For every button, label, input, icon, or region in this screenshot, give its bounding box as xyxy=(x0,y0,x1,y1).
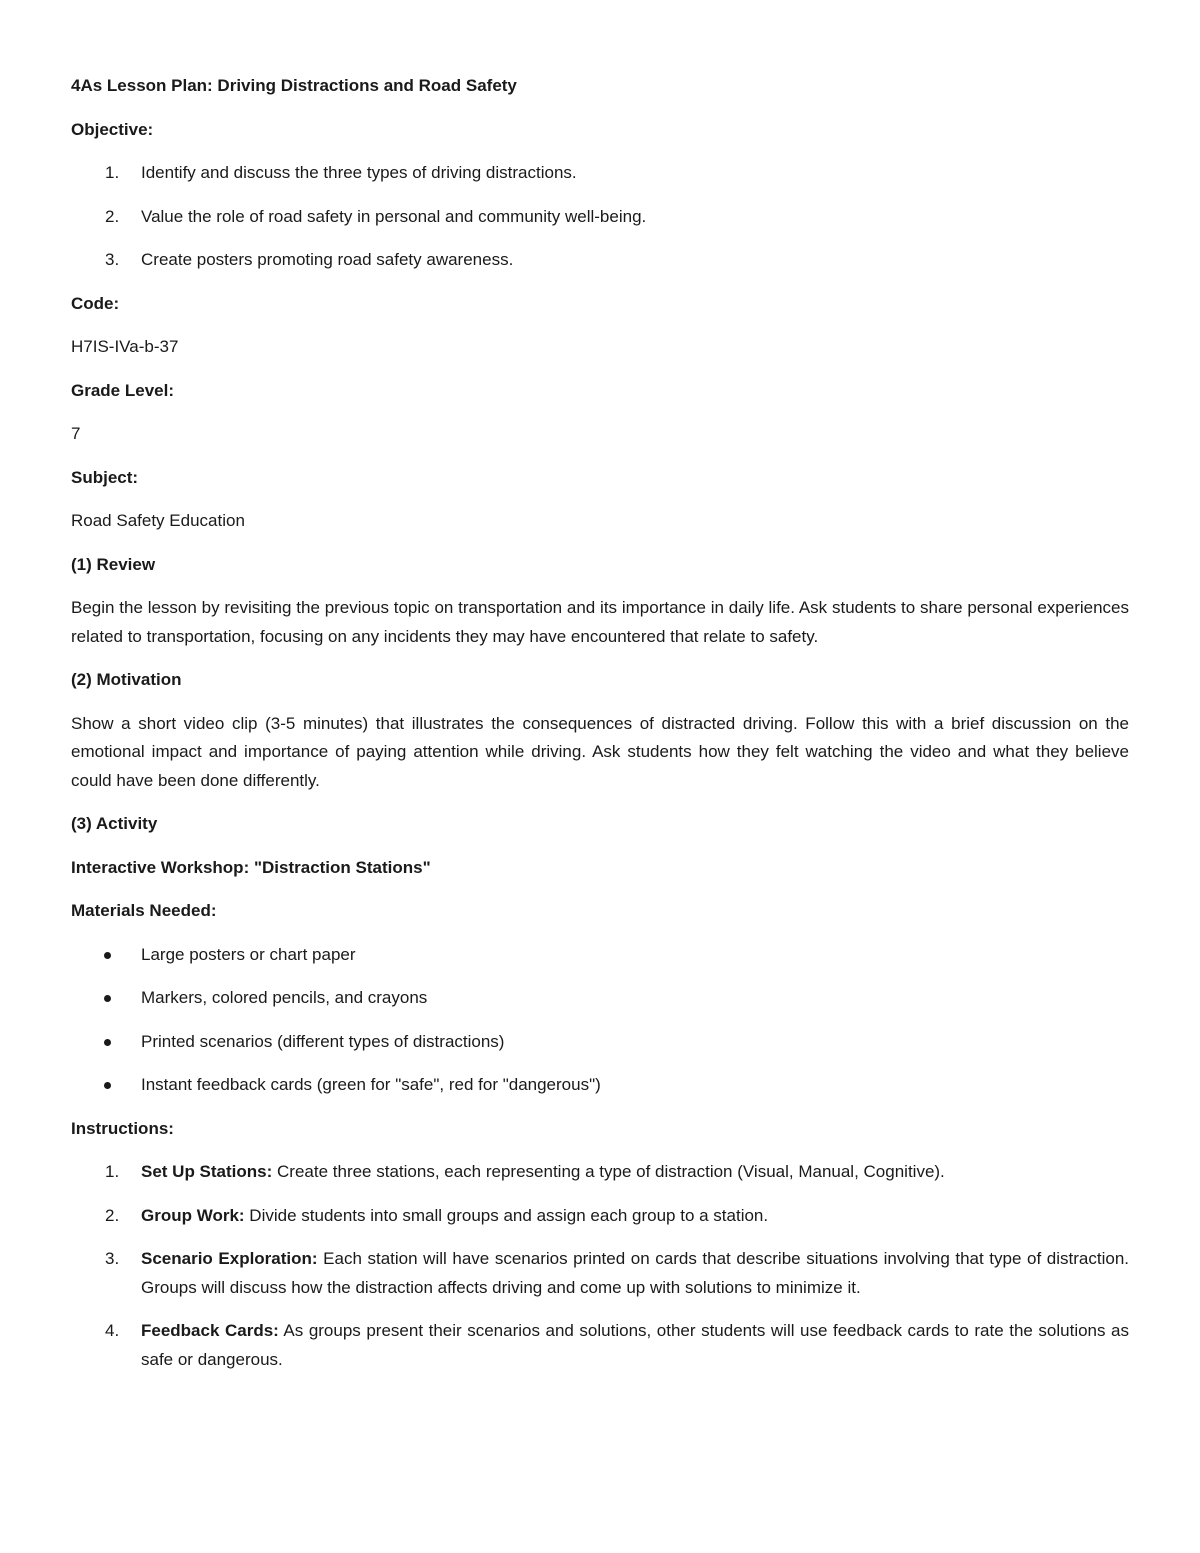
objective-text: Value the role of road safety in personal and community well-being. xyxy=(141,206,647,226)
code-value: H7IS-IVa-b-37 xyxy=(71,337,179,356)
instructions-list xyxy=(71,1158,1129,1374)
subject-value: Road Safety Education xyxy=(71,511,245,530)
motivation-heading: (2) Motivation xyxy=(71,670,182,689)
material-text: Markers, colored pencils, and crayons xyxy=(141,988,428,1007)
instruction-lead: Scenario Exploration: xyxy=(141,1249,318,1268)
objective-item xyxy=(71,159,1129,188)
objective-list xyxy=(71,159,1129,275)
activity-heading: (3) Activity xyxy=(71,814,158,833)
grade-heading: Grade Level: xyxy=(71,380,174,400)
review-heading: (1) Review xyxy=(71,554,156,574)
materials-heading: Materials Needed: xyxy=(71,901,217,920)
instruction-text: Divide students into small groups and assign each group to a station. xyxy=(244,1205,769,1225)
objective-heading: Objective: xyxy=(71,119,154,139)
instruction-text: As groups present their scenarios and solutions, other students will use feedback cards to rate the solutions as safe or dangerous. xyxy=(141,1321,1130,1369)
material-text: Printed scenarios (different types of distractions) xyxy=(141,1031,505,1051)
list-item xyxy=(71,1071,1129,1100)
instruction-item xyxy=(71,1158,1129,1187)
instruction-text: Each station will have scenarios printed on cards that describe situations involving that type of distraction. Groups will discuss how the distraction affects driving and come up with solutions to minimize it. xyxy=(141,1249,1129,1297)
objective-text: Create posters promoting road safety awareness. xyxy=(141,250,514,269)
objective-item xyxy=(71,203,1129,232)
list-item xyxy=(71,1028,1129,1057)
subject-heading: Subject: xyxy=(71,467,139,487)
list-number: 3. xyxy=(105,250,120,269)
list-number: 2. xyxy=(105,1205,120,1225)
list-item xyxy=(71,984,1129,1013)
instruction-item xyxy=(71,1202,1129,1231)
motivation-paragraph: Show a short video clip (3-5 minutes) that illustrates the consequences of distracted driving. Follow this with a brief discussion on the emotional impact and importance of paying attention while driving. Ask students how they felt watching the video and what they believe could have been done differently. xyxy=(71,713,1129,790)
bullet-icon xyxy=(104,1039,111,1046)
material-text: Large posters or chart paper xyxy=(141,944,356,964)
document-title: 4As Lesson Plan: Driving Distractions and Road Safety xyxy=(71,76,517,95)
instructions-heading: Instructions: xyxy=(71,1118,174,1138)
material-text: Instant feedback cards (green for "safe", red for "dangerous") xyxy=(141,1075,601,1094)
bullet-icon xyxy=(104,995,111,1002)
instruction-lead: Set Up Stations: xyxy=(141,1162,273,1181)
list-number: 2. xyxy=(105,206,120,226)
code-heading: Code: xyxy=(71,293,120,313)
objective-item xyxy=(71,246,1129,275)
list-number: 1. xyxy=(105,163,120,182)
objective-text: Identify and discuss the three types of driving distractions. xyxy=(141,163,577,182)
bullet-icon xyxy=(104,952,111,959)
list-number: 4. xyxy=(105,1321,120,1340)
instruction-text: Create three stations, each representing a type of distraction (Visual, Manual, Cognitive). xyxy=(272,1162,945,1181)
instruction-lead: Group Work: xyxy=(141,1205,245,1225)
materials-list xyxy=(71,941,1129,1100)
workshop-heading: Interactive Workshop: "Distraction Stations" xyxy=(71,857,431,877)
list-item xyxy=(71,941,1129,970)
instruction-lead: Feedback Cards: xyxy=(141,1321,279,1340)
review-paragraph: Begin the lesson by revisiting the previous topic on transportation and its importance in daily life. Ask students to share personal experiences related to transportation, focusing on any incidents they may have encountered that relate to safety. xyxy=(71,598,1129,646)
instruction-item xyxy=(71,1317,1129,1374)
instruction-item xyxy=(71,1245,1129,1302)
bullet-icon xyxy=(104,1082,111,1089)
grade-value: 7 xyxy=(71,424,81,443)
list-number: 3. xyxy=(105,1249,120,1268)
list-number: 1. xyxy=(105,1162,120,1181)
